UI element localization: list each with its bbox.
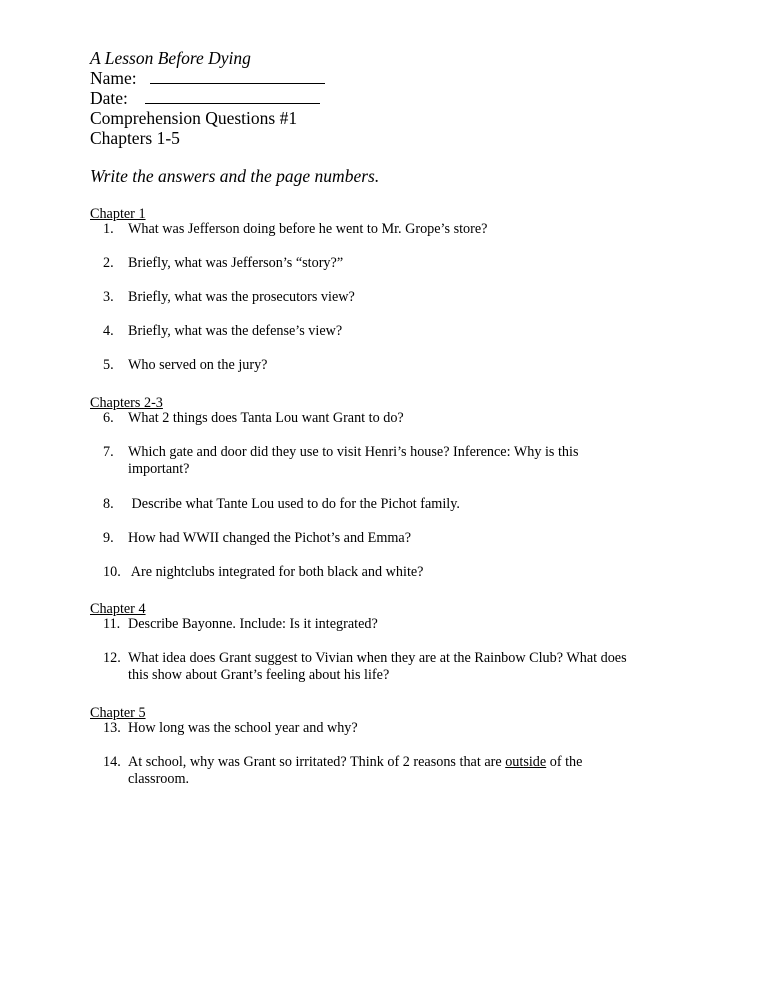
question-number: 8. (103, 496, 114, 512)
question-number: 3. (103, 289, 114, 305)
question-text-emphasis: outside (505, 754, 547, 770)
name-blank-line[interactable] (150, 68, 325, 84)
worksheet-title: A Lesson Before Dying (90, 48, 251, 68)
question-text (128, 650, 688, 684)
question-text: How had WWII changed the Pichot’s and Emma? (128, 530, 412, 546)
question-text-line-1: What idea does Grant suggest to Vivian when they are at the Rainbow Club? What does (128, 650, 627, 666)
question-number: 9. (103, 530, 114, 546)
name-label: Name: (90, 68, 137, 88)
question-number: 2. (103, 255, 114, 271)
question-12 (103, 650, 693, 684)
question-text-part-1: At school, why was Grant so irritated? Think of 2 reasons that are (128, 754, 506, 770)
question-text-line-1: Which gate and door did they use to visit Henri’s house? Inference: Why is this (128, 444, 579, 460)
question-1 (103, 221, 693, 238)
question-8 (103, 496, 693, 513)
date-blank-line[interactable] (145, 88, 320, 104)
question-3 (103, 289, 693, 306)
question-text: Describe Bayonne. Include: Is it integrated? (128, 616, 378, 632)
instructions: Write the answers and the page numbers. (90, 166, 380, 186)
section-label-chapter-5: Chapter 5 (90, 705, 146, 721)
section-label-chapters-2-3: Chapters 2-3 (90, 395, 163, 411)
question-9 (103, 530, 693, 547)
question-2 (103, 255, 693, 272)
question-13 (103, 720, 693, 737)
question-5 (103, 357, 693, 374)
question-text: Are nightclubs integrated for both black and white? (128, 564, 424, 580)
question-number: 14. (103, 754, 121, 770)
question-text: Briefly, what was the defense’s view? (128, 323, 343, 339)
section-label-chapter-4: Chapter 4 (90, 601, 146, 617)
question-number: 4. (103, 323, 114, 339)
date-row (90, 88, 320, 108)
question-text: What 2 things does Tanta Lou want Grant to do? (128, 410, 404, 426)
chapter-range: Chapters 1-5 (90, 128, 180, 148)
question-text: Briefly, what was Jefferson’s “story?” (128, 255, 344, 271)
question-text (128, 444, 688, 478)
question-number: 1. (103, 221, 114, 237)
question-text-part-3: of the (546, 754, 583, 770)
question-number: 13. (103, 720, 121, 736)
question-text: Briefly, what was the prosecutors view? (128, 289, 355, 305)
question-number: 12. (103, 650, 121, 666)
question-text: What was Jefferson doing before he went to Mr. Grope’s store? (128, 221, 488, 237)
question-text-line-2: classroom. (128, 771, 190, 787)
question-14 (103, 754, 693, 788)
question-number: 11. (103, 616, 121, 632)
question-text: Who served on the jury? (128, 357, 268, 373)
question-text-line-2: important? (128, 461, 190, 477)
question-text: Describe what Tante Lou used to do for the Pichot family. (128, 496, 460, 512)
question-number: 6. (103, 410, 114, 426)
worksheet-subtitle: Comprehension Questions #1 (90, 108, 298, 128)
question-7 (103, 444, 693, 478)
question-4 (103, 323, 693, 340)
question-6 (103, 410, 693, 427)
question-number: 5. (103, 357, 114, 373)
name-row (90, 68, 325, 88)
question-number: 7. (103, 444, 114, 460)
question-text (128, 754, 688, 788)
question-11 (103, 616, 693, 633)
date-label: Date: (90, 88, 128, 108)
question-text-line-2: this show about Grant’s feeling about his life? (128, 667, 390, 683)
question-10 (103, 564, 693, 581)
question-text: How long was the school year and why? (128, 720, 358, 736)
section-label-chapter-1: Chapter 1 (90, 206, 146, 222)
question-number: 10. (103, 564, 121, 580)
